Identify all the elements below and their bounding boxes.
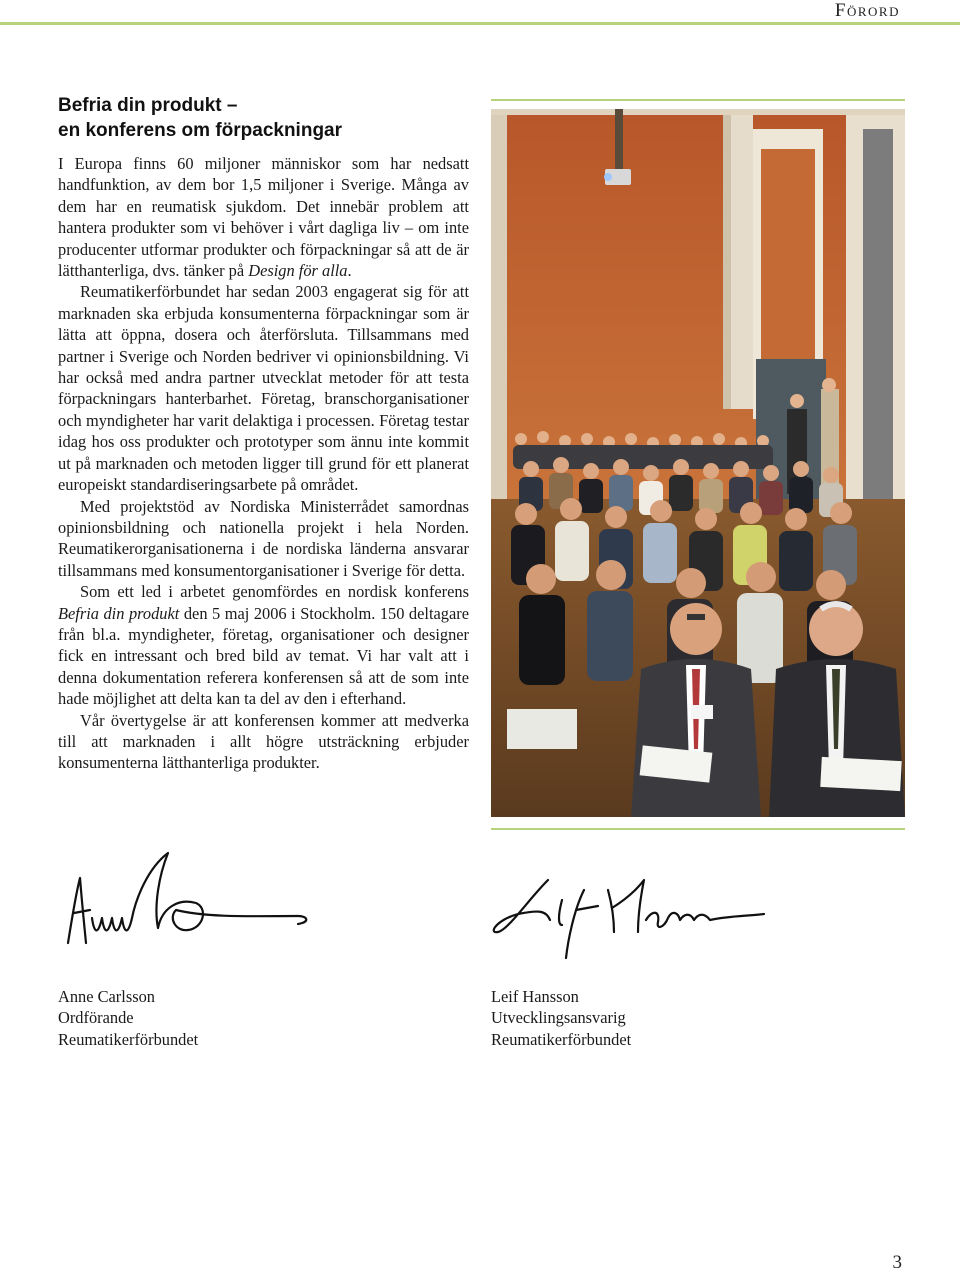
section-label: Förord bbox=[819, 0, 902, 22]
signer-org: Reumatikerförbundet bbox=[491, 1029, 632, 1049]
paragraph-text: . bbox=[347, 261, 352, 281]
signature-left-icon bbox=[58, 848, 320, 958]
signer-name: Anne Carlsson bbox=[58, 987, 155, 1006]
paragraph-3 bbox=[58, 496, 469, 582]
paragraph-text: Med projektstöd av Nordiska Ministerrådet samordnas opinionsbildning och nationella projekt i hela Norden. Reumatikerorganisationerna i de nordiska länderna ansvarar tillsammans med konsumentorganisationer i Sverige för detta. bbox=[58, 496, 469, 580]
conference-photo-illustration bbox=[491, 109, 905, 817]
signer-org: Reumatikerförbundet bbox=[58, 1029, 199, 1049]
heading-line-2: en konferens om förpackningar bbox=[58, 120, 343, 141]
conference-photo bbox=[491, 109, 905, 817]
paragraph-text: Vår övertygelse är att konferensen kommer att medverka till att marknaden i allt högre utsträckning erbjuder konsumenterna lätthanterliga produkter. bbox=[58, 710, 469, 773]
header-rule bbox=[0, 22, 960, 25]
photo-rule-top bbox=[491, 99, 905, 101]
article-body bbox=[58, 153, 469, 774]
article-heading bbox=[58, 93, 478, 143]
page-number: 3 bbox=[892, 1252, 902, 1273]
heading-line-1: Befria din produkt – bbox=[58, 95, 238, 116]
page-header bbox=[0, 0, 960, 28]
italic-term: Befria din produkt bbox=[58, 603, 180, 623]
paragraph-4 bbox=[58, 581, 469, 709]
paragraph-text: I Europa finns 60 miljoner människor som har nedsatt handfunktion, av dem bor 1,5 miljoner i Sverige. Många av dem har en reumatisk sjukdom. Det innebär problem att hantera produkter som vi behöver i vårt dagliga liv – om inte producenter utformar produkter och förpackningar så att de är lätthanterliga, dvs. tänker på bbox=[58, 154, 469, 281]
signer-name: Leif Hansson bbox=[491, 987, 579, 1006]
paragraph-1 bbox=[58, 153, 469, 281]
signer-right bbox=[491, 986, 631, 1050]
photo-frame bbox=[491, 99, 905, 832]
signer-title: Utvecklingsansvarig bbox=[491, 1008, 626, 1028]
paragraph-text: Som ett led i arbetet genomfördes en nordisk konferens bbox=[80, 582, 469, 602]
paragraph-2 bbox=[58, 281, 469, 495]
signer-left bbox=[58, 986, 198, 1050]
photo-rule-bottom bbox=[491, 828, 905, 830]
italic-term: Design för alla bbox=[248, 261, 348, 281]
signer-title: Ordförande bbox=[58, 1008, 134, 1028]
signature-right-icon bbox=[488, 870, 768, 960]
paragraph-5 bbox=[58, 710, 469, 774]
paragraph-text: den 5 maj 2006 i Stockholm. 150 deltagare från bl.a. myndigheter, företag, organisationer och designer fick en intressant och bred bild av temat. Vi har valt att i denna dokumentation referera konferensen så att de som inte hade möjlighet att delta kan ta del av den i efterhand. bbox=[58, 603, 469, 709]
paragraph-text: Reumatikerförbundet har sedan 2003 engagerat sig för att marknaden ska erbjuda konsumenterna förpackningar som är lätta att öppna, dosera och återförsluta. Tillsammans med partner i Sverige och Norden bedriver vi opinionsbildning. Vi har också med andra partner utvecklat metoder för att testa förpackningars hanterbarhet. Företag, branschorganisationer och myndigheter har varit delaktiga i processen. Företag testar idag hos oss produkter och prototyper som ännu inte kommit ut på marknaden och metoden ligger till grund för ett planerat europeiskt standardiseringsarbete på området. bbox=[58, 282, 469, 495]
